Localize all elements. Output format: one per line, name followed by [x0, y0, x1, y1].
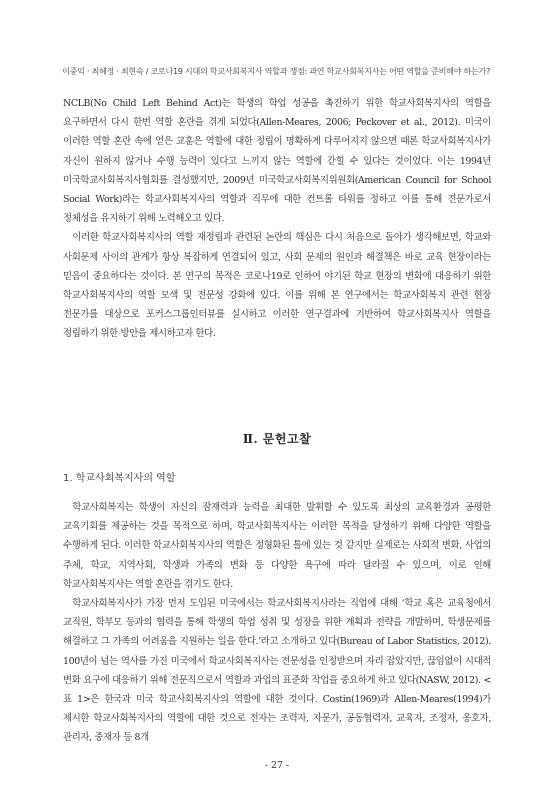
paragraph: 학교사회복지는 학생이 자신의 잠재력과 능력을 최대한 발휘할 수 있도록 최상의 교육환경과 공평한 교육기회를 제공하는 것을 목적으로 하며, 학교사회복지사는 이러한 목적을 달성하기 위해 다양한 역할을 수행하게 된다. 이러한 학교사회복지사의 역할은 정형화된 틀에 있는 것 같지만 실제로는 사회적 변화, 사업의 주체, 학교, 지역사회, 학생과 가족의 변화 등 다양한 욕구에 따라 달라질 수 있으며, 이로 인해 학교사회복지사는 역할 혼란을 겪기도 한다. [63, 502, 491, 590]
subsection-title: 1. 학교사회복지사의 역할 [63, 473, 176, 484]
paragraph: 이러한 학교사회복지사의 역할 재정립과 관련된 논란의 핵심은 다시 처음으로 돌아가 생각해보면, 학교와 사회문제 사이의 관계가 항상 복잡하게 연결되어 있고, 사회 문제의 원인과 해결책은 바로 교육 현장이라는 믿음이 중요하다는 것이다. 본 연구의 목적은 코로나19로 인하여 야기된 학교 현장의 변화에 대응하기 위한 학교사회복지사의 역할 모색 및 전문성 강화에 있다. 이를 위해 본 연구에서는 학교사회복지 관련 현장 전문가를 대상으로 포커스그룹인터뷰를 실시하고 이러한 연구결과에 기반하여 학교사회복지사 역할을 정립하기 위한 방안을 제시하고자 한다. [63, 232, 491, 340]
running-header: 이중익 · 최혜정 · 최현숙 / 코로나19 시대의 학교사회복지사 역할과 쟁점: 과연 학교사회복지사는 어떤 역할을 준비해야 하는가? [62, 66, 490, 76]
page-number: - 27 - [264, 760, 290, 771]
body-text [63, 498, 491, 748]
section-title: Ⅱ. 문헌고찰 [242, 432, 312, 446]
paragraph: 학교사회복지사가 가장 먼저 도입된 미국에서는 학교사회복지사라는 직업에 대해 ‘학교 혹은 교육청에서 교직원, 학부모 등과의 협력을 통해 학생의 학업 성취 및 성장을 위한 계획과 전략을 개발하며, 학생문제를 해결하고 그 가족의 어려움을 지원하는 일을 한다.’라고 소개하고 있다(Bureau of Labor Statistics, 2012). 100년이 넘는 역사를 가진 미국에서 학교사회복지사는 전문성을 인정받으며 자리 잡았지만, 끊임없이 시대적 변화 요구에 대응하기 위해 전문직으로서 역할과 과업의 표준화 작업을 중요하게 하고 있다(NASW, 2012). <표 1>은 한국과 미국 학교사회복지사의 역할에 대한 것이다. Costin(1969)과 Allen-Meares(1994)가 제시한 학교사회복지사의 역할에 대한 것으로 전자는 조력자, 자문가, 공동협력자, 교육자, 조정자, 옹호자, 관리자, 중재자 등 8개 [63, 598, 491, 744]
paragraph: NCLB(No Child Left Behind Act)는 학생의 학업 성공을 촉진하기 위한 학교사회복지사의 역할을 요구하면서 다시 한번 역할 혼란을 겪게 되었다(Allen-Meares, 2006; Peckover et al., 2012). 미국이 이러한 역할 혼란 속에 얻은 교훈은 역할에 대한 정립이 명확하게 다루어지지 않으면 때론 학교사회복지사가 자신이 원하지 않거나 수행 능력이 있다고 느끼지 않는 역할에 갇힐 수 있다는 것이었다. 이는 1994년 미국학교사회복지사협회를 결성했지만, 2009년 미국학교사회복지위원회(American Council for School Social Work)라는 학교사회복지사의 역할과 직무에 대한 컨트롤 타워를 정하고 이를 통해 전문가로서 정체성을 유지하기 위해 노력해오고 있다. [63, 98, 491, 225]
intro-text [63, 94, 491, 344]
